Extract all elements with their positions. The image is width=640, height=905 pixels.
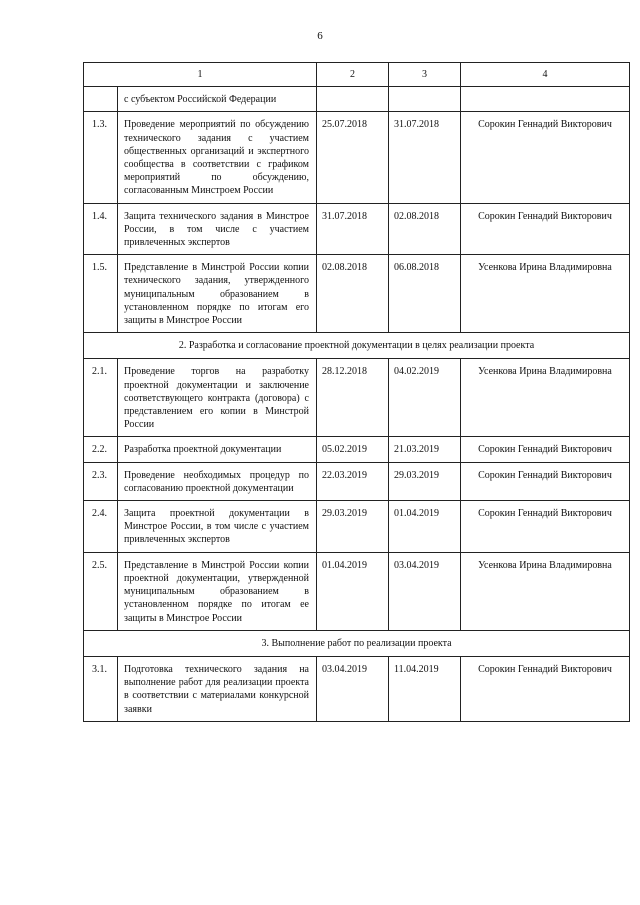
row-responsible: Усенкова Ирина Владимировна [461, 552, 630, 630]
table-row [84, 656, 630, 721]
row-start-date: 31.07.2018 [317, 203, 389, 255]
row-end-date: 04.02.2019 [389, 359, 461, 437]
row-end-date: 06.08.2018 [389, 255, 461, 333]
row-responsible: Сорокин Геннадий Викторович [461, 501, 630, 553]
row-end-date: 01.04.2019 [389, 501, 461, 553]
row-description: Проведение необходимых процедур по согласованию проектной документации [118, 462, 317, 500]
row-number: 1.3. [84, 112, 118, 203]
row-description: Разработка проектной документации [118, 437, 317, 462]
row-end-date: 31.07.2018 [389, 112, 461, 203]
row-start-date: 25.07.2018 [317, 112, 389, 203]
row-responsible: Сорокин Геннадий Викторович [461, 203, 630, 255]
header-cell-1: 1 [84, 63, 317, 87]
row-description: с субъектом Российской Федерации [118, 87, 317, 112]
row-start-date: 02.08.2018 [317, 255, 389, 333]
row-responsible: Сорокин Геннадий Викторович [461, 437, 630, 462]
row-end-date: 03.04.2019 [389, 552, 461, 630]
row-responsible: Сорокин Геннадий Викторович [461, 462, 630, 500]
row-description: Защита технического задания в Минстрое России, в том числе с участием привлеченных экспертов [118, 203, 317, 255]
schedule-table [83, 62, 630, 722]
row-start-date: 05.02.2019 [317, 437, 389, 462]
row-number: 2.5. [84, 552, 118, 630]
row-description: Подготовка технического задания на выполнение работ для реализации проекта в соответствии с материалами конкурсной заявки [118, 656, 317, 721]
row-end-date: 11.04.2019 [389, 656, 461, 721]
table-row [84, 359, 630, 437]
header-row [84, 63, 630, 87]
row-start-date: 03.04.2019 [317, 656, 389, 721]
row-responsible: Сорокин Геннадий Викторович [461, 112, 630, 203]
table-row [84, 462, 630, 500]
header-cell-2: 2 [317, 63, 389, 87]
table-row [84, 552, 630, 630]
row-start-date [317, 87, 389, 112]
row-number: 3.1. [84, 656, 118, 721]
row-responsible: Сорокин Геннадий Викторович [461, 656, 630, 721]
table-row [84, 437, 630, 462]
section-header-3 [84, 630, 630, 656]
table-row [84, 501, 630, 553]
row-start-date: 28.12.2018 [317, 359, 389, 437]
header-cell-3: 3 [389, 63, 461, 87]
row-end-date [389, 87, 461, 112]
section-header-3-title: 3. Выполнение работ по реализации проекта [84, 630, 630, 656]
row-description: Проведение торгов на разработку проектной документации и заключение соответствующего контракта (договора) с представлением его копии в Минстрой России [118, 359, 317, 437]
table-row [84, 255, 630, 333]
row-number: 2.1. [84, 359, 118, 437]
row-start-date: 22.03.2019 [317, 462, 389, 500]
row-number: 2.2. [84, 437, 118, 462]
row-number [84, 87, 118, 112]
row-end-date: 02.08.2018 [389, 203, 461, 255]
row-start-date: 29.03.2019 [317, 501, 389, 553]
row-description: Представление в Минстрой России копии технического задания, утвержденного муниципальным образованием в установленном порядке по итогам его защиты в Минстрое России [118, 255, 317, 333]
header-cell-4: 4 [461, 63, 630, 87]
row-end-date: 21.03.2019 [389, 437, 461, 462]
row-responsible: Усенкова Ирина Владимировна [461, 255, 630, 333]
row-description: Защита проектной документации в Минстрое России, в том числе с участием привлеченных экспертов [118, 501, 317, 553]
section-header-2-title: 2. Разработка и согласование проектной документации в целях реализации проекта [84, 333, 630, 359]
section-header-2 [84, 333, 630, 359]
row-responsible [461, 87, 630, 112]
row-number: 2.3. [84, 462, 118, 500]
row-number: 1.4. [84, 203, 118, 255]
row-number: 2.4. [84, 501, 118, 553]
page-number: 6 [317, 30, 323, 42]
row-description: Представление в Минстрой России копии проектной документации, утвержденной муниципальным образованием в установленном порядке по итогам ее защиты в Минстрое России [118, 552, 317, 630]
table-row [84, 203, 630, 255]
row-description: Проведение мероприятий по обсуждению технического задания с участием общественных организаций и экспертного сообщества в соответствии с графиком мероприятий по обсуждению, согласованным Минстроем России [118, 112, 317, 203]
continuation-row [84, 87, 630, 112]
row-responsible: Усенкова Ирина Владимировна [461, 359, 630, 437]
row-start-date: 01.04.2019 [317, 552, 389, 630]
table-row [84, 112, 630, 203]
row-end-date: 29.03.2019 [389, 462, 461, 500]
row-number: 1.5. [84, 255, 118, 333]
